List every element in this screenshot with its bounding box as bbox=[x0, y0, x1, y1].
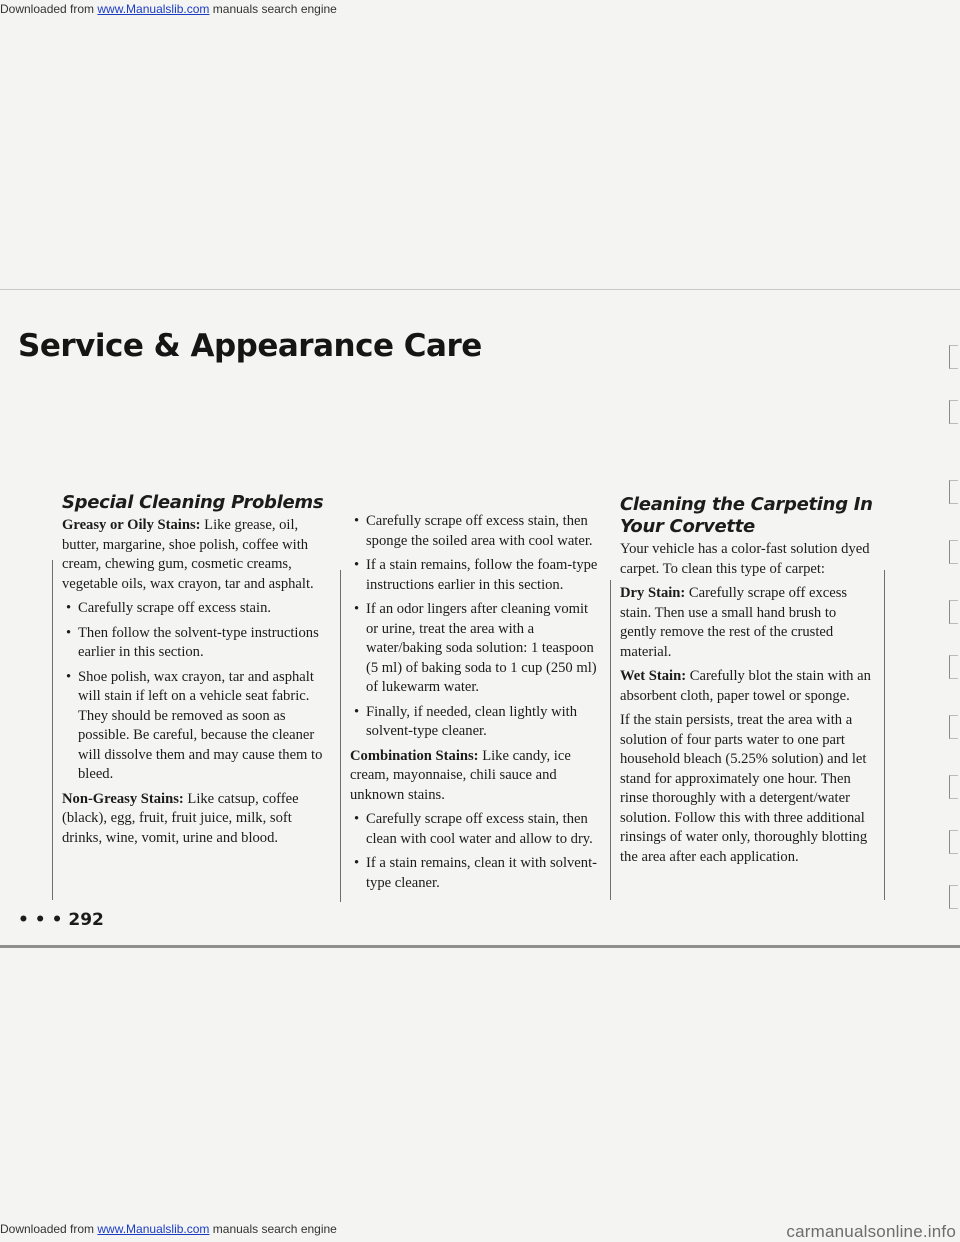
column-stain-steps bbox=[350, 512, 600, 898]
column-divider bbox=[610, 580, 611, 900]
page-number-dots: • • • bbox=[18, 910, 63, 930]
list-item: • If a stain remains, follow the foam-type instructions earlier in this section. bbox=[350, 556, 600, 595]
watermark-text: carmanualsonline.info bbox=[786, 1222, 956, 1241]
bottom-divider bbox=[0, 945, 960, 948]
edge-tab-marker bbox=[949, 400, 958, 424]
column-divider bbox=[340, 570, 341, 902]
list-item: • Carefully scrape off excess stain, then sponge the soiled area with cool water. bbox=[350, 512, 600, 551]
list-item: • Carefully scrape off excess stain. bbox=[62, 599, 330, 619]
greasy-stains-paragraph bbox=[62, 516, 330, 594]
carpet-intro: Your vehicle has a color-fast solution dyed carpet. To clean this type of carpet: bbox=[620, 541, 870, 577]
list-item: • Carefully scrape off excess stain, then clean with cool water and allow to dry. bbox=[350, 810, 600, 849]
wet-stain-text: Carefully blot the stain with an absorbent cloth, paper towel or sponge. bbox=[620, 668, 871, 704]
column-carpet-cleaning bbox=[620, 494, 874, 872]
edge-tab-marker bbox=[949, 345, 958, 369]
column-divider bbox=[52, 560, 53, 900]
special-cleaning-heading: Special Cleaning Problems bbox=[62, 492, 324, 513]
column-special-cleaning bbox=[62, 492, 330, 853]
header-prefix: Downloaded from bbox=[0, 2, 98, 16]
manualslib-footer-link[interactable]: www.Manualslib.com bbox=[97, 1222, 210, 1236]
page-title: Service & Appearance Care bbox=[18, 328, 482, 364]
header-suffix: manuals search engine bbox=[209, 2, 337, 16]
list-item: • If an odor lingers after cleaning vomit or urine, treat the area with a water/baking soda solution: 1 teaspoon (5 ml) of baking soda to 1 cup (250 ml) of lukewarm water. bbox=[350, 600, 600, 698]
list-item: • Then follow the solvent-type instructions earlier in this section. bbox=[62, 624, 330, 663]
footer-source bbox=[0, 1222, 337, 1242]
nongreasy-stains-text: Like catsup, coffee (black), egg, fruit, fruit juice, milk, soft drinks, wine, vomit, urine and blood. bbox=[62, 790, 299, 846]
nongreasy-stains-paragraph bbox=[62, 790, 330, 849]
edge-tab-marker bbox=[949, 600, 958, 624]
download-source-footer bbox=[0, 1222, 956, 1242]
greasy-stains-label: Greasy or Oily Stains: bbox=[62, 517, 201, 533]
list-item: • If a stain remains, clean it with solvent-type cleaner. bbox=[350, 854, 600, 893]
list-item: • Shoe polish, wax crayon, tar and asphalt will stain if left on a vehicle seat fabric. They should be removed as soon as possible. Be careful, because the cleaner will dissolve them and may cause them to bleed. bbox=[62, 668, 330, 785]
edge-tab-marker bbox=[949, 540, 958, 564]
edge-tab-marker bbox=[949, 480, 958, 504]
top-divider bbox=[0, 289, 960, 290]
dry-stain-text: Carefully scrape off excess stain. Then use a small hand brush to gently remove the rest of the crusted material. bbox=[620, 585, 848, 660]
dry-stain-label: Dry Stain: bbox=[620, 585, 686, 601]
manualslib-link[interactable]: www.Manualslib.com bbox=[97, 2, 210, 16]
nongreasy-stains-label: Non-Greasy Stains: bbox=[62, 790, 184, 807]
page-number-value: 292 bbox=[68, 910, 104, 930]
edge-tab-marker bbox=[949, 775, 958, 799]
edge-tab-marker bbox=[949, 715, 958, 739]
edge-tab-marker bbox=[949, 830, 958, 854]
column-divider bbox=[884, 570, 885, 900]
wet-stain-paragraph bbox=[620, 667, 874, 706]
download-source-header bbox=[0, 2, 337, 16]
dry-stain-paragraph bbox=[620, 584, 874, 662]
footer-suffix: manuals search engine bbox=[209, 1222, 337, 1236]
stain-persists-paragraph: If the stain persists, treat the area with a solution of four parts water to one part household bleach (5.25% solution) and let stand for approximately one hour. Then rinse thoroughly with a detergent/water solution. Follow this with three additional rinsings of water only, thoroughly blotting the area after each application. bbox=[620, 712, 868, 865]
carpet-cleaning-heading: Cleaning the Carpeting In Your Corvette bbox=[620, 494, 873, 537]
edge-tab-marker bbox=[949, 885, 958, 909]
list-item: • Finally, if needed, clean lightly with solvent-type cleaner. bbox=[350, 703, 600, 742]
edge-tab-marker bbox=[949, 655, 958, 679]
greasy-stains-text: Like grease, oil, butter, margarine, shoe polish, coffee with cream, chewing gum, cosmetic creams, vegetable oils, wax crayon, tar and asphalt. bbox=[62, 517, 314, 592]
combination-stains-label: Combination Stains: bbox=[350, 747, 479, 764]
page-number bbox=[18, 910, 104, 930]
combination-stains-paragraph bbox=[350, 747, 600, 806]
wet-stain-label: Wet Stain: bbox=[620, 668, 687, 684]
footer-prefix: Downloaded from bbox=[0, 1222, 98, 1236]
combination-stains-text: Like candy, ice cream, mayonnaise, chili sauce and unknown stains. bbox=[350, 747, 571, 803]
